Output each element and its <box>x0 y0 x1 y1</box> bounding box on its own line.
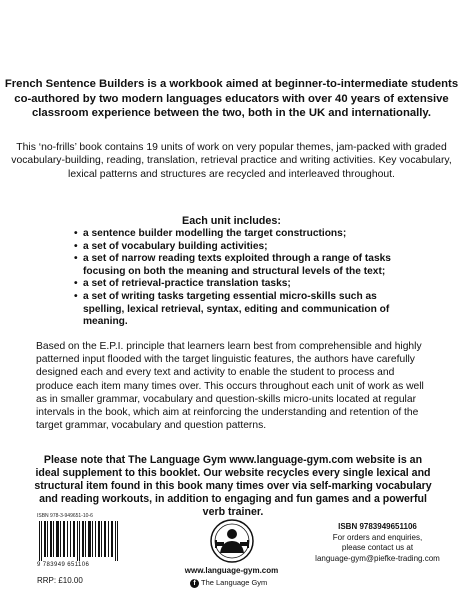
list-item: • a sentence builder modelling the target constructions; <box>77 228 417 241</box>
intro-paragraph: French Sentence Builders is a workbook aimed at beginner-to-intermediate students co-authored by two modern languages educators with over 40 years of extensive classroom experience between the two, both in the UK and internationally. <box>4 78 459 119</box>
book-description-paragraph: This ‘no-frills’ book contains 19 units of work on very popular themes, jam-packed with graded vocabulary-building, reading, translation, retrieval practice and writing activities. Key vocabulary, lexical patterns and structures are recycled and interleaved throughout. <box>11 142 452 180</box>
list-item: • a set of retrieval-practice translation tasks; <box>77 278 417 291</box>
order-info <box>300 522 455 564</box>
facebook-link[interactable] <box>190 578 267 588</box>
barcode-block <box>37 513 120 573</box>
contact-email[interactable]: language-gym@piefke-trading.com <box>315 553 440 563</box>
each-unit-heading: Each unit includes: <box>182 215 281 227</box>
barcode-isbn-label: ISBN 978-3-949651-10-6 <box>37 513 93 519</box>
website-note: Please note that The Language Gym www.language-gym.com website is an ideal supplement to this booklet. Our website recycles every single lexical and structural item found in this book many times over via self-marking vocabulary and reading workouts, in addition to engaging and fun games and a powerful verb trainer. <box>34 454 432 519</box>
website-link[interactable]: www.language-gym.com <box>184 566 279 575</box>
facebook-icon: f <box>190 579 199 588</box>
barcode-digits: 9 783949 651106 <box>37 562 90 568</box>
language-gym-logo-icon <box>210 519 254 563</box>
isbn-text: ISBN 9783949651106 <box>338 522 417 531</box>
list-item: • a set of writing tasks targeting essential micro-skills such as spelling, lexical retrieval, syntax, editing and communication of meaning. <box>77 291 417 329</box>
order-line-1: For orders and enquiries, <box>332 532 423 542</box>
list-item: • a set of vocabulary building activities; <box>77 241 417 254</box>
price: RRP: £10.00 <box>37 576 83 585</box>
unit-contents-list <box>77 228 417 329</box>
barcode-icon <box>37 521 120 561</box>
order-line-2: please contact us at <box>341 543 414 553</box>
facebook-label: The Language Gym <box>201 578 268 587</box>
epi-principle-paragraph: Based on the E.P.I. principle that learners learn best from comprehensible and highly patterned input flooded with the target linguistic features, the authors have carefully designed each and every text and activity to enable the student to process and produce each item many times over. This occurs throughout each unit of work as well as in smaller grammar, vocabulary and question-skills micro-units located at regular intervals in the book, which aim at reinforcing the understanding and retention of the target grammar, vocabulary and question patterns. <box>36 341 424 432</box>
list-item: • a set of narrow reading texts exploited through a range of tasks focusing on both the meaning and structural levels of the text; <box>77 253 417 278</box>
